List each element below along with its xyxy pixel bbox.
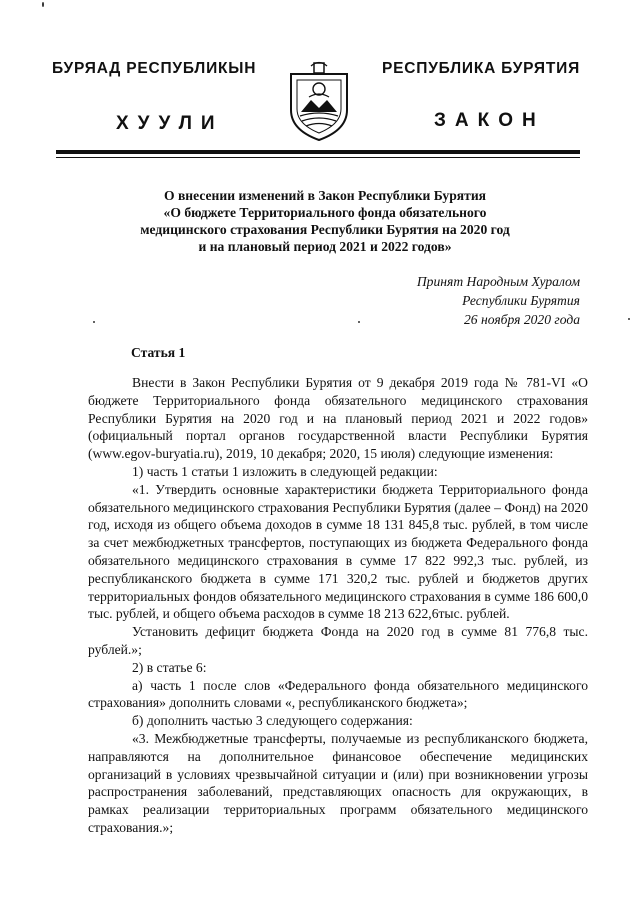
- law-title-line: О внесении изменений в Закон Республики Бурятия: [163, 188, 487, 203]
- adoption-line: Республики Бурятия: [462, 293, 580, 308]
- paragraph: а) часть 1 после слов «Федерального фонда обязательного медицинского страхования» дополнить словами «, республиканского бюджета»;: [88, 677, 588, 711]
- adoption-line: Принят Народным Хуралом: [416, 274, 580, 289]
- paragraph: б) дополнить частью 3 следующего содержания:: [132, 713, 413, 729]
- header-left-bottom: ХУУЛИ: [116, 113, 224, 134]
- paragraph: «3. Межбюджетные трансферты, получаемые из республиканского бюджета, направляются на дополнительное финансовое обеспечение медицинских организаций в условиях чрезвычайной ситуации и (или) при возникновении угрозы распространения заболеваний, представляющих опасность для окружающих, в рамках реализации территориальных программ обязательного медицинского страхования.»;: [88, 730, 588, 835]
- paragraph: «1. Утвердить основные характеристики бюджета Территориального фонда обязательного медицинского страхования Республики Бурятия (далее – Фонд) на 2020 год, исходя из общего объема доходов в сумме 18 131 845,8 тыс. рублей, в том числе за счет межбюджетных трансфертов, поступающих из бюджета Федерального фонда обязательного медицинского страхования в сумме 17 822 992,3 тыс. рублей, из республиканского бюджета в сумме 171 320,2 тыс. рублей и бюджетов других территориальных фондов обязательного медицинского страхования в сумме 186 600,0 тыс. рублей, и общего объема расходов в сумме 18 213 622,6тыс. рублей.: [88, 481, 588, 622]
- scan-speck: [358, 321, 360, 323]
- law-title-line: «О бюджете Территориального фонда обязательного: [163, 205, 487, 220]
- law-title-line: медицинского страхования Республики Бурятия на 2020 год: [140, 222, 510, 237]
- header-right-bottom: ЗАКОН: [434, 110, 545, 131]
- header-left-top: БУРЯАД РЕСПУБЛИКЫН: [52, 60, 257, 77]
- law-title-line: и на плановый период 2021 и 2022 годов»: [198, 239, 452, 254]
- header-right-top: РЕСПУБЛИКА БУРЯТИЯ: [382, 60, 581, 77]
- header-rule-thick: [56, 150, 580, 154]
- adoption-date: 26 ноября 2020 года: [463, 312, 580, 327]
- article-body: [88, 374, 588, 837]
- paragraph: Внести в Закон Республики Бурятия от 9 декабря 2019 года № 781-VI «О бюджете Территориального фонда обязательного медицинского страхования Республики Бурятия на 2020 год и на плановый период 2021 и 2022 годов» (официальный портал органов государственной власти Республики Бурятия (www.egov-buryatia.ru), 2019, 10 декабря; 2020, 15 июля) следующие изменения:: [88, 375, 588, 462]
- law-title: [80, 187, 570, 255]
- scan-speck: [628, 318, 630, 320]
- paragraph: 1) часть 1 статьи 1 изложить в следующей редакции:: [132, 463, 438, 479]
- scan-speck: [93, 321, 95, 323]
- header-rule-thin: [56, 157, 580, 158]
- coat-of-arms-icon: [287, 60, 351, 142]
- scan-speck: [42, 2, 44, 7]
- paragraph: Установить дефицит бюджета Фонда на 2020 год в сумме 81 776,8 тыс. рублей.»;: [88, 624, 588, 657]
- adoption-note: [417, 272, 580, 329]
- article-heading: Статья 1: [131, 345, 186, 360]
- paragraph: 2) в статье 6:: [132, 659, 207, 675]
